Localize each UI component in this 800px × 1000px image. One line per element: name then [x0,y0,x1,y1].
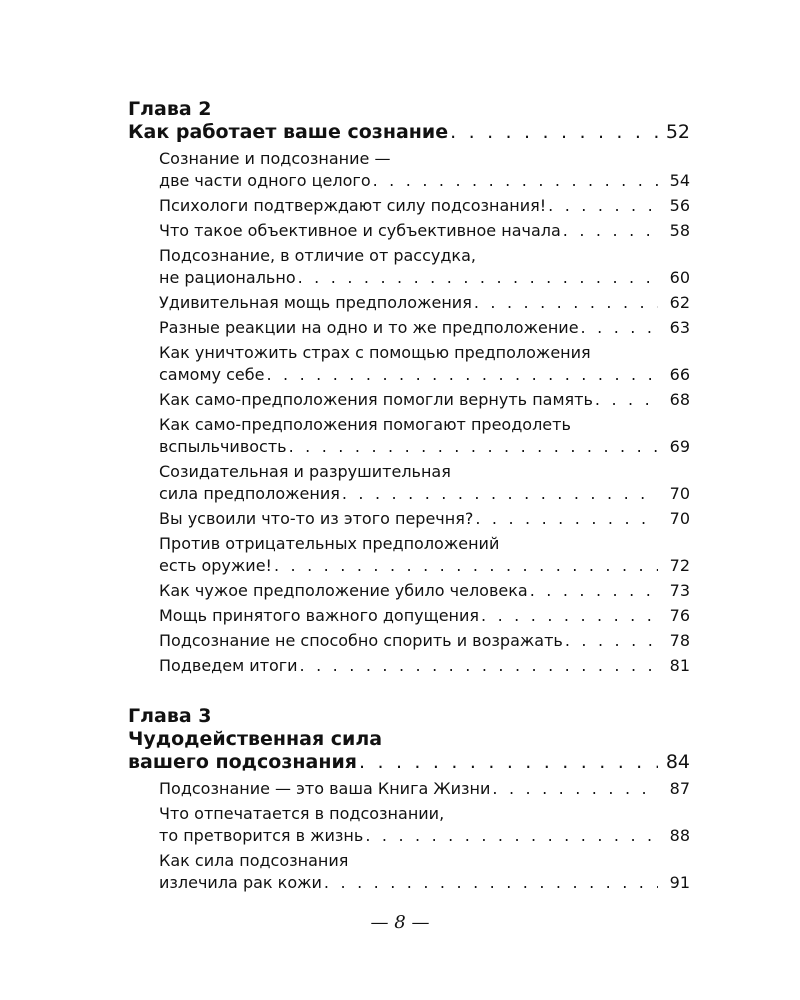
entry-row [159,317,690,339]
table-of-contents [128,98,690,922]
chapter-title-row[interactable] [128,751,690,774]
entry-title-line: Подсознание, в отличие от рассудка, [159,246,476,265]
entry-title: Психологи подтверждают силу подсознания! [159,196,547,215]
entry-row [159,508,690,530]
dot-leader [266,364,658,386]
entry-title: сила предположения [159,484,340,503]
entry-page-number: 63 [669,318,690,337]
toc-entry[interactable] [159,533,690,577]
toc-entry[interactable] [159,850,690,894]
entry-title: Удивительная мощь предположения [159,293,472,312]
toc-entry[interactable] [159,389,690,411]
entry-row [159,580,690,602]
entry-title: Что такое объективное и субъективное начала [159,221,561,240]
dot-leader [450,121,658,144]
toc-entry[interactable] [159,414,690,458]
entry-page-number: 87 [669,779,690,798]
entry-row [159,605,690,627]
toc-entry[interactable] [159,317,690,339]
entry-title: Подсознание — это ваша Книга Жизни [159,779,491,798]
entry-row [159,220,690,242]
toc-entry[interactable] [159,195,690,217]
dot-leader [581,317,658,339]
entry-title-line: Как сила подсознания [159,851,349,870]
entry-row [159,195,690,217]
entry-row [159,364,690,386]
chapter-page-number: 52 [665,121,690,143]
dot-leader [565,630,658,652]
entry-row [159,655,690,677]
entry-page-number: 58 [669,221,690,240]
dot-leader [563,220,658,242]
entry-page-number: 70 [669,484,690,503]
entry-list [159,148,690,677]
dot-leader [289,436,658,458]
entry-title-line: Как уничтожить страх с помощью предположения [159,343,591,362]
entry-page-number: 91 [669,873,690,892]
chapter-label: Глава 2 [128,98,212,120]
dot-leader [481,605,658,627]
entry-page-number: 76 [669,606,690,625]
entry-title: вспыльчивость [159,437,287,456]
entry-title: не рационально [159,268,296,287]
entry-title: есть оружие! [159,556,272,575]
entry-title: Вы усвоили что-то из этого перечня? [159,509,474,528]
entry-page-number: 72 [669,556,690,575]
entry-title: излечила рак кожи [159,873,322,892]
dot-leader [365,825,658,847]
toc-entry[interactable] [159,508,690,530]
entry-title: Как чужое предположение убило человека [159,581,528,600]
dot-leader [324,872,658,894]
entry-title: Подсознание не способно спорить и возражать [159,631,563,650]
entry-row [159,267,690,289]
dot-leader [298,267,658,289]
entry-title: то претворится в жизнь [159,826,364,845]
toc-entry[interactable] [159,245,690,289]
toc-entry[interactable] [159,148,690,192]
entry-title: Мощь принятого важного допущения [159,606,480,625]
entry-row [159,292,690,314]
entry-row [159,389,690,411]
entry-title-line: Как само-предположения помогают преодолеть [159,415,571,434]
entry-page-number: 70 [669,509,690,528]
chapter-title: вашего подсознания [128,751,357,773]
chapter-label: Глава 3 [128,705,212,727]
dot-leader [492,778,658,800]
toc-entry[interactable] [159,630,690,652]
entry-page-number: 78 [669,631,690,650]
dot-leader [359,751,658,774]
chapter-title-line: Чудодейственная сила [128,728,383,750]
entry-title: Как само-предположения помогли вернуть память [159,390,593,409]
entry-row [159,778,690,800]
entry-row [159,630,690,652]
entry-title-line: Сознание и подсознание — [159,149,391,168]
entry-title-line: Созидательная и разрушительная [159,462,451,481]
chapter-title-row[interactable] [128,121,690,144]
toc-entry[interactable] [159,778,690,800]
dot-leader [373,170,658,192]
toc-entry[interactable] [159,803,690,847]
dot-leader [595,389,658,411]
dot-leader [474,292,658,314]
entry-row [159,483,690,505]
entry-page-number: 54 [669,171,690,190]
toc-entry[interactable] [159,605,690,627]
entry-row [159,555,690,577]
entry-page-number: 56 [669,196,690,215]
chapter-page-number: 84 [665,751,690,773]
dot-leader [342,483,658,505]
entry-page-number: 68 [669,390,690,409]
entry-page-number: 66 [669,365,690,384]
entry-page-number: 88 [669,826,690,845]
entry-page-number: 69 [669,437,690,456]
page-number: — 8 — [370,912,430,933]
chapter-section [128,705,690,894]
entry-page-number: 73 [669,581,690,600]
entry-row [159,170,690,192]
entry-page-number: 62 [669,293,690,312]
entry-title: самому себе [159,365,265,384]
dot-leader [274,555,658,577]
toc-entry[interactable] [159,292,690,314]
toc-entry[interactable] [159,220,690,242]
entry-page-number: 60 [669,268,690,287]
chapter-section [128,98,690,677]
toc-entry[interactable] [159,461,690,505]
entry-list [159,778,690,894]
entry-page-number: 81 [669,656,690,675]
entry-title-line: Против отрицательных предположений [159,534,500,553]
entry-title: две части одного целого [159,171,371,190]
dot-leader [530,580,658,602]
entry-row [159,872,690,894]
chapter-title: Как работает ваше сознание [128,121,449,143]
toc-entry[interactable] [159,655,690,677]
entry-title-line: Что отпечатается в подсознании, [159,804,445,823]
entry-title: Разные реакции на одно и то же предположение [159,318,579,337]
dot-leader [300,655,658,677]
toc-entry[interactable] [159,342,690,386]
dot-leader [548,195,658,217]
dot-leader [475,508,658,530]
toc-entry[interactable] [159,580,690,602]
entry-row [159,436,690,458]
entry-row [159,825,690,847]
entry-title: Подведем итоги [159,656,298,675]
